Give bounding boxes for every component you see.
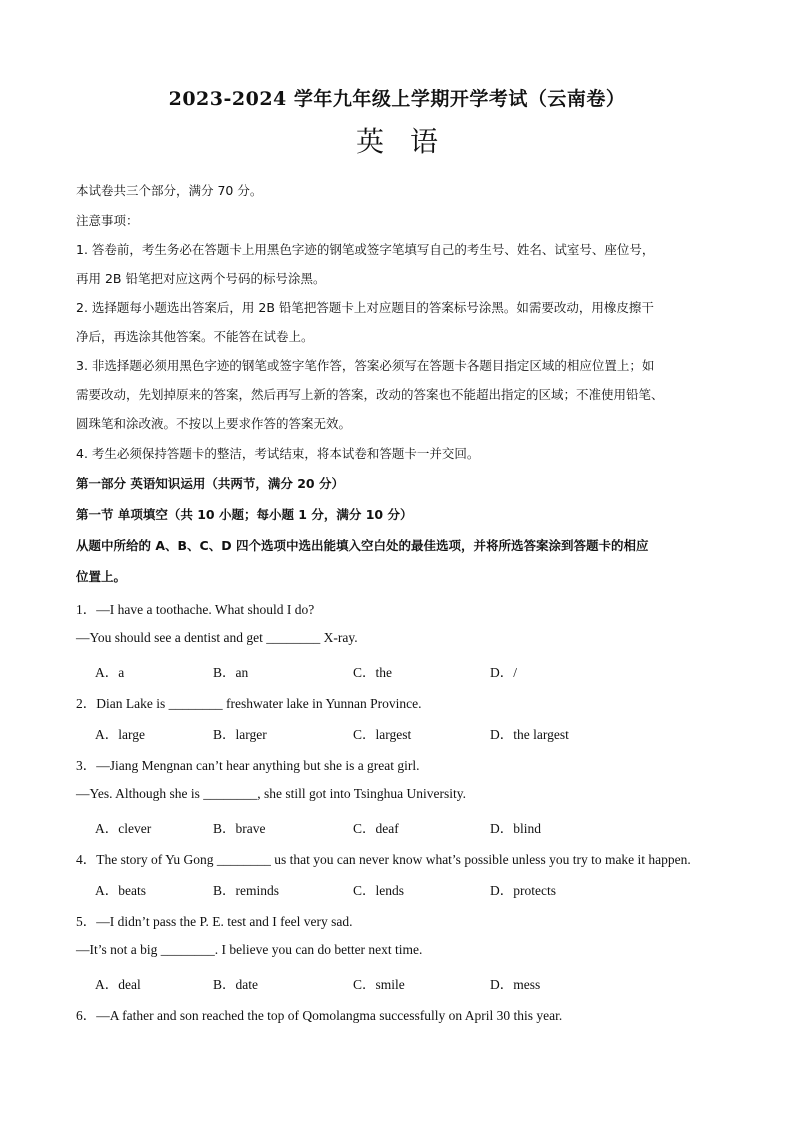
exam-title: 2023-2024 学年九年级上学期开学考试（云南卷） xyxy=(168,88,626,110)
question-5-option-b: B．date xyxy=(213,977,258,992)
question-2-line: 2．Dian Lake is ________ freshwater lake in Yunnan Province. xyxy=(76,696,422,711)
question-3-option-a: A．clever xyxy=(95,821,152,836)
note-line: 净后，再选涂其他答案。不能答在试卷上。 xyxy=(76,329,314,344)
subject-title: 英语 xyxy=(355,125,464,158)
question-3-option-c: C．deaf xyxy=(353,821,399,836)
part-heading: 第一部分 英语知识运用（共两节，满分 20 分） xyxy=(76,476,344,491)
question-4-option-d: D．protects xyxy=(490,883,556,898)
note-line: 圆珠笔和涂改液。不按以上要求作答的答案无效。 xyxy=(76,416,352,431)
question-1-option-b: B．an xyxy=(213,665,249,680)
question-3-line: 3．—Jiang Mengnan can’t hear anything but she is a great girl. xyxy=(76,758,420,773)
question-6-line: 6．—A father and son reached the top of Qomolangma successfully on April 30 this year. xyxy=(76,1008,563,1023)
exam-summary: 本试卷共三个部分，满分 70 分。 xyxy=(76,183,263,198)
question-1-line: 1．—I have a toothache. What should I do? xyxy=(76,602,315,617)
note-line: 3. 非选择题必须用黑色字迹的钢笔或签字笔作答，答案必须写在答题卡各题目指定区域的相应位置上；如 xyxy=(76,358,655,373)
section-heading: 第一节 单项填空（共 10 小题；每小题 1 分，满分 10 分） xyxy=(76,507,413,522)
question-4-option-c: C．lends xyxy=(353,883,405,898)
note-line: 4. 考生必须保持答题卡的整洁，考试结束，将本试卷和答题卡一并交回。 xyxy=(76,446,480,461)
notes-heading: 注意事项： xyxy=(76,213,139,228)
question-4-line: 4．The story of Yu Gong ________ us that you can never know what’s possible unless you try to make it happen. xyxy=(76,852,691,867)
question-2-option-b: B．larger xyxy=(213,727,267,742)
question-1-option-a: A．a xyxy=(95,665,125,680)
question-3-line: —Yes. Although she is ________, she still got into Tsinghua University. xyxy=(76,786,466,801)
note-line: 1. 答卷前，考生务必在答题卡上用黑色字迹的钢笔或签字笔填写自己的考生号、姓名、试室号、座位号， xyxy=(76,242,655,257)
question-1-option-c: C．the xyxy=(353,665,392,680)
question-1-option-d: D．/ xyxy=(490,665,517,680)
question-2-option-d: D．the largest xyxy=(490,727,569,742)
note-line: 需要改动，先划掉原来的答案，然后再写上新的答案，改动的答案也不能超出指定的区域；不准使用铅笔、 xyxy=(76,387,664,402)
instruction-line: 从题中所给的 A、B、C、D 四个选项中选出能填入空白处的最佳选项，并将所选答案涂到答题卡的相应 xyxy=(76,538,649,553)
question-2-option-c: C．largest xyxy=(353,727,412,742)
note-line: 2. 选择题每小题选出答案后，用 2B 铅笔把答题卡上对应题目的答案标号涂黑。如需要改动，用橡皮擦干 xyxy=(76,300,654,315)
question-5-option-c: C．smile xyxy=(353,977,405,992)
question-5-line: 5．—I didn’t pass the P. E. test and I feel very sad. xyxy=(76,914,353,929)
note-line: 再用 2B 铅笔把对应这两个号码的标号涂黑。 xyxy=(76,271,326,286)
question-2-option-a: A．large xyxy=(95,727,145,742)
question-3-option-b: B．brave xyxy=(213,821,266,836)
question-5-line: —It’s not a big ________. I believe you can do better next time. xyxy=(76,942,423,957)
question-1-line: —You should see a dentist and get ________ X-ray. xyxy=(76,630,358,645)
question-4-option-b: B．reminds xyxy=(213,883,279,898)
question-5-option-a: A．deal xyxy=(95,977,141,992)
question-4-option-a: A．beats xyxy=(95,883,146,898)
question-5-option-d: D．mess xyxy=(490,977,541,992)
question-3-option-d: D．blind xyxy=(490,821,542,836)
instruction-line: 位置上。 xyxy=(76,569,127,584)
